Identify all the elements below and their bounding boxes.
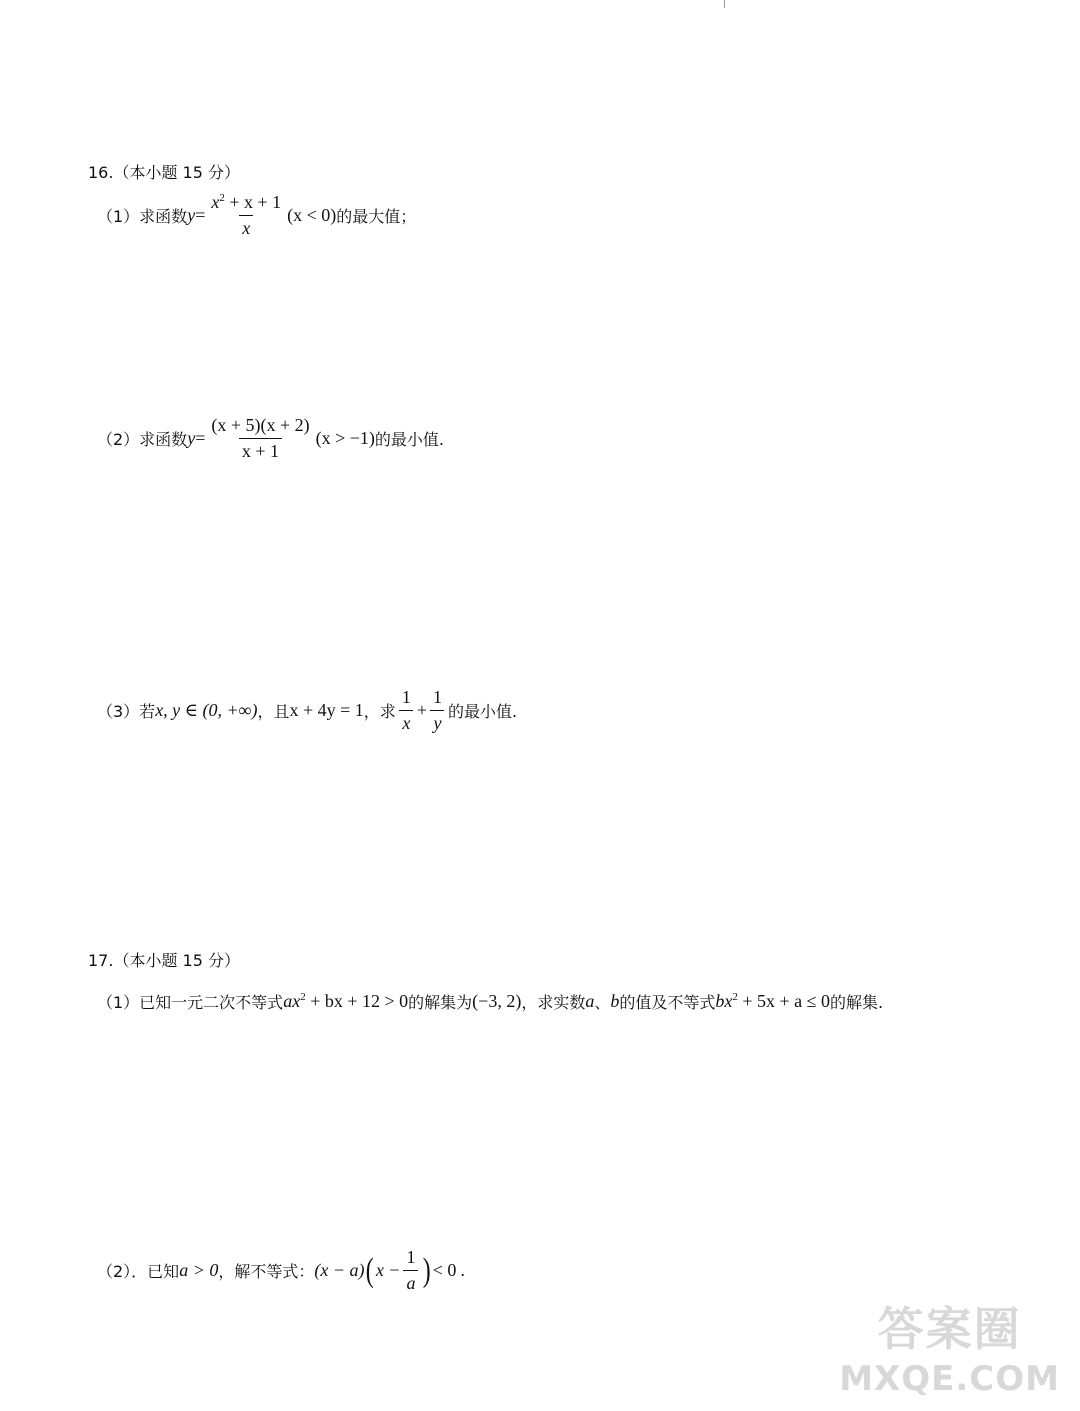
- q17-p1-ineq2-rest: + 5x + a ≤ 0: [737, 991, 831, 1011]
- q17-p2-f-den: a: [403, 1270, 418, 1294]
- q16-part1: [97, 192, 416, 239]
- q16-p1-num-rest: + x + 1: [224, 192, 282, 212]
- watermark-logo: [839, 1293, 1060, 1399]
- q17-p2-left-paren: (: [366, 1251, 375, 1289]
- q16-p1-y: y: [187, 204, 196, 225]
- q16-p3-f2-den: y: [430, 710, 444, 734]
- q16-p2-prefix: （2）求函数: [97, 430, 188, 450]
- q17-p1-ineq2-b: bx: [715, 991, 733, 1011]
- q16-p1-num-x: x: [211, 192, 220, 212]
- q16-p1-cond: (x < 0): [287, 204, 337, 225]
- q16-p3-mid1: ，且: [257, 702, 290, 722]
- q16-p2-num: (x + 5)(x + 2): [211, 415, 310, 435]
- q17-p2-mid: ，解不等式：: [218, 1262, 315, 1282]
- q16-header: 16.（本小题 15 分）: [88, 163, 240, 182]
- q17-p1-interval: (−3, 2): [472, 991, 522, 1011]
- q16-p2-den: x + 1: [239, 438, 282, 462]
- q16-p2-y: y: [187, 428, 196, 449]
- q17-p1-prefix: （1）已知一元二次不等式: [97, 993, 284, 1012]
- q16-p3-vars: x, y ∈ (0, +∞): [155, 700, 258, 721]
- q17-p1-mid1: 的解集为: [408, 993, 473, 1012]
- q17-p2-fraction: [403, 1248, 418, 1294]
- q16-p3-constraint: x + 4y = 1: [289, 700, 364, 721]
- q16-p1-den: x: [239, 215, 253, 239]
- watermark-cn: 答案圈: [877, 1302, 1022, 1356]
- q17-p1-a: a: [585, 991, 595, 1011]
- q16-p3-fraction-1: [399, 688, 414, 734]
- q17-p2-end: .: [460, 1260, 465, 1281]
- q17-p1-mid2: ，求实数: [521, 993, 586, 1012]
- q16-part2: [97, 416, 444, 462]
- q16-p2-cond: (x > −1): [315, 428, 375, 449]
- q17-p2-tail: < 0: [432, 1260, 457, 1281]
- q17-p1-b: b: [610, 991, 620, 1011]
- q16-part3: [97, 688, 517, 734]
- q16-p3-f2-num: 1: [432, 687, 442, 707]
- q16-p1-eq: =: [195, 204, 206, 225]
- q16-p2-suffix: 的最小值.: [374, 430, 445, 450]
- q17-p2-first: (x − a): [314, 1260, 365, 1281]
- q16-p1-suffix: 的最大值；: [336, 206, 417, 226]
- q16-p3-f1-num: 1: [401, 687, 411, 707]
- q17-p1-suffix: 的解集.: [830, 993, 884, 1012]
- q17-header: 17.（本小题 15 分）: [88, 951, 240, 970]
- q17-p2-f-num: 1: [406, 1247, 416, 1267]
- top-tick-mark: [724, 0, 725, 8]
- q16-p3-suffix: 的最小值.: [447, 702, 518, 722]
- q16-p3-plus: +: [416, 700, 427, 721]
- q16-p3-f1-den: x: [399, 710, 413, 734]
- q17-p1-ineq-rest: + bx + 12 > 0: [305, 991, 409, 1011]
- q16-p1-prefix: （1）求函数: [97, 206, 188, 226]
- q17-p1-sep: 、: [594, 993, 611, 1012]
- watermark-en: MXQE.COM: [839, 1359, 1060, 1399]
- q17-p2-inner: x −: [375, 1260, 401, 1281]
- q17-p2-right-paren: ): [423, 1251, 432, 1289]
- q17-part2: [97, 1248, 465, 1294]
- q16-p3-fraction-2: [430, 688, 445, 734]
- q16-p1-fraction: $\frac{x^2 + x + 1}{x}$: [211, 192, 282, 238]
- q16-p3-mid2: ，求: [363, 702, 396, 722]
- q17-p2-prefix: （2）．已知: [97, 1262, 180, 1282]
- q16-p3-prefix: （3）若: [97, 702, 156, 722]
- q17-p1-ineq-a: ax: [283, 991, 301, 1011]
- q17-part1: （1）已知一元二次不等式 $ax^2$ + bx + 12 > 0 的解集为 (−3, 2) ，求实数 a 、 b 的值及不等式 $bx^2 + 5x + a \le 0$ 的解集.: [97, 991, 884, 1012]
- q17-p1-mid3: 的值及不等式: [619, 993, 716, 1012]
- q17-p2-cond: a > 0: [179, 1260, 219, 1281]
- q16-p2-fraction: [208, 416, 312, 462]
- q16-p2-eq: =: [195, 428, 206, 449]
